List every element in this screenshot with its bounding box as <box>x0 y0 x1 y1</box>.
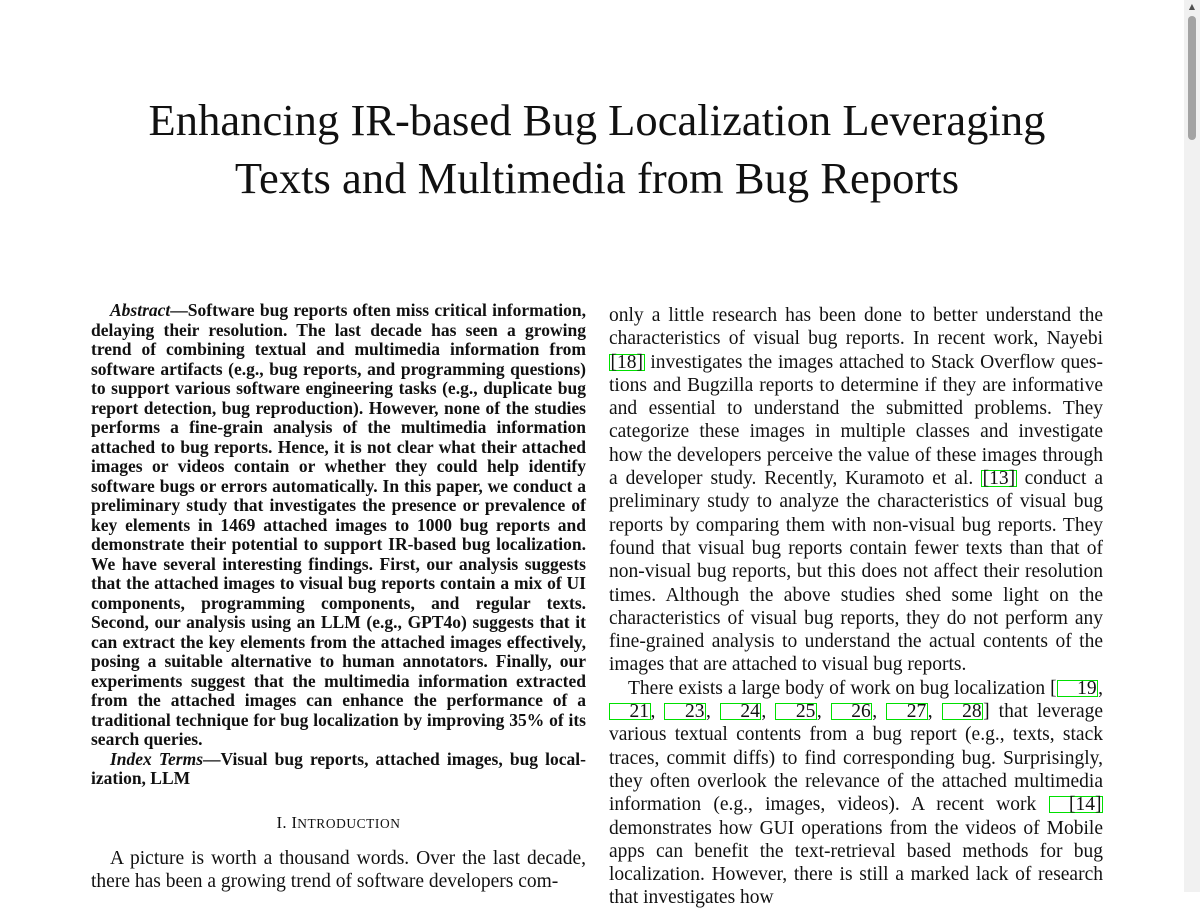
paragraph-text: only a little research has been done to better understand the characteristics of visual bug reports. In recent work, Nayebi <box>609 305 1103 350</box>
citation-link[interactable]: [14] <box>1049 796 1104 813</box>
right-column <box>609 304 1103 910</box>
introduction-paragraph: A picture is worth a thousand words. Over the last decade, there has been a growing trend of software developers com- <box>91 847 586 892</box>
vertical-scrollbar[interactable] <box>1184 0 1200 892</box>
citation-link[interactable]: 27 <box>886 703 928 720</box>
paragraph-text: demonstrates how GUI operations from the videos of Mobile apps can benefit the text-retrieval based methods for bug localization. However, there is still a marked lack of research that investigates how <box>609 817 1103 909</box>
index-terms-label: Index Terms <box>110 748 204 769</box>
citation-link[interactable]: [18] <box>610 351 643 373</box>
citation-close-bracket: ] <box>983 701 990 723</box>
paragraph-text: that leverage various textual contents from a bug report (e.g., texts, stack traces, commit diffs) to find corresponding bug. Surprisingly, they often overlook the relevance of the attached multimedia information (e.g., images, videos). A recent work <box>609 701 1104 816</box>
abstract-label: Abstract <box>110 300 171 320</box>
section-title-first-letter: I <box>291 812 298 832</box>
citation-open-bracket: [ <box>1050 677 1057 699</box>
paragraph-text: investigates the images attached to Stack Overflow questions and Bugzilla reports to determine if they are informative and essential to understand the submitted problems. They categorize these images in multiple classes and investigate how the developers perceive the value of these images through a developer study. Recently, Kuramoto et al. <box>609 351 1103 490</box>
citation-link[interactable]: 24 <box>720 703 762 720</box>
citation-link[interactable]: 25 <box>775 703 817 720</box>
paper-title <box>60 91 1134 207</box>
index-terms-text: —Visual bug reports, attached images, bug localization, LLM <box>91 748 586 788</box>
body-paragraph-1 <box>609 304 1103 677</box>
section-title-rest: NTRODUCTION <box>297 815 401 831</box>
citation-link[interactable]: [13] <box>982 468 1016 490</box>
left-column <box>91 301 586 893</box>
abstract-text: —Software bug reports often miss critical information, delaying their resolution. The last decade has seen a growing trend of combining textual and multimedia information from software artifacts (e.g., bug reports, and programming questions) to support various software engineering tasks (e.g., duplicate bug report detection, bug reproduction). However, none of the studies performs a fine-grain analysis of the multimedia information attached to bug reports. Hence, it is not clear what their attached images or videos contain or whether they could help identify software bugs or errors automatically. In this paper, we conduct a preliminary study that investigates the presence or prevalence of key elements in 1469 attached images to 1000 bug reports and demonstrate their potential to support IR-based bug localization. We have several interesting findings. First, our analysis suggests that the attached images to visual bug reports contain a mix of UI components, programming components, and regular texts. Second, our analysis using an LLM (e.g., GPT4o) suggests that it can extract the key elements from the attached images effectively, posing a suitable alternative to human annotators. Finally, our experiments suggest that the multimedia information extracted from the attached images can enhance the performance of a traditional technique for bug localization by improving 35% of its search queries. <box>91 300 586 749</box>
citation-link[interactable]: 19 <box>1057 680 1099 697</box>
citation-link[interactable]: 26 <box>831 703 873 720</box>
section-heading-introduction <box>91 813 586 833</box>
index-terms <box>91 750 586 789</box>
scroll-up-arrow-icon[interactable]: ▲ <box>1188 2 1196 11</box>
scrollbar-thumb[interactable] <box>1188 16 1196 140</box>
citation-link[interactable]: 23 <box>664 703 706 720</box>
abstract <box>91 301 586 750</box>
citation-link[interactable]: 21 <box>609 703 651 720</box>
paragraph-text: conduct a preliminary study to analyze the characteristics of visual bug reports by comparing them with non-visual bug reports. They found that visual bug reports contain fewer texts than that of non-visual bug reports, but this does not affect their resolution times. Although the above studies shed some light on the characteristics of visual bug reports, they do not perform any fine-grained analysis to understand the actual contents of the images that are attached to visual bug reports. <box>609 468 1103 676</box>
body-paragraph-2: There exists a large body of work on bug localization [ 19, 21, 23, 24, 25, 26, 27, 28] that leverage various textual contents from a bug report (e.g., texts, stack traces, commit diffs) to find corresponding bug. Surprisingly, they often overlook the relevance of the attached multimedia information (e.g., images, videos). A recent work [14] demonstrates how GUI operations from the videos of Mobile apps can benefit the text-retrieval based methods for bug localization. However, there is still a marked lack of research that investigates how <box>609 677 1104 909</box>
title-line-2: Texts and Multimedia from Bug Reports <box>234 153 960 203</box>
paragraph-text: There exists a large body of work on bug localization <box>628 677 1051 699</box>
citation-link[interactable]: 28 <box>942 703 984 720</box>
section-number: I. <box>276 812 292 832</box>
title-line-1: Enhancing IR-based Bug Localization Leveraging <box>148 95 1046 145</box>
